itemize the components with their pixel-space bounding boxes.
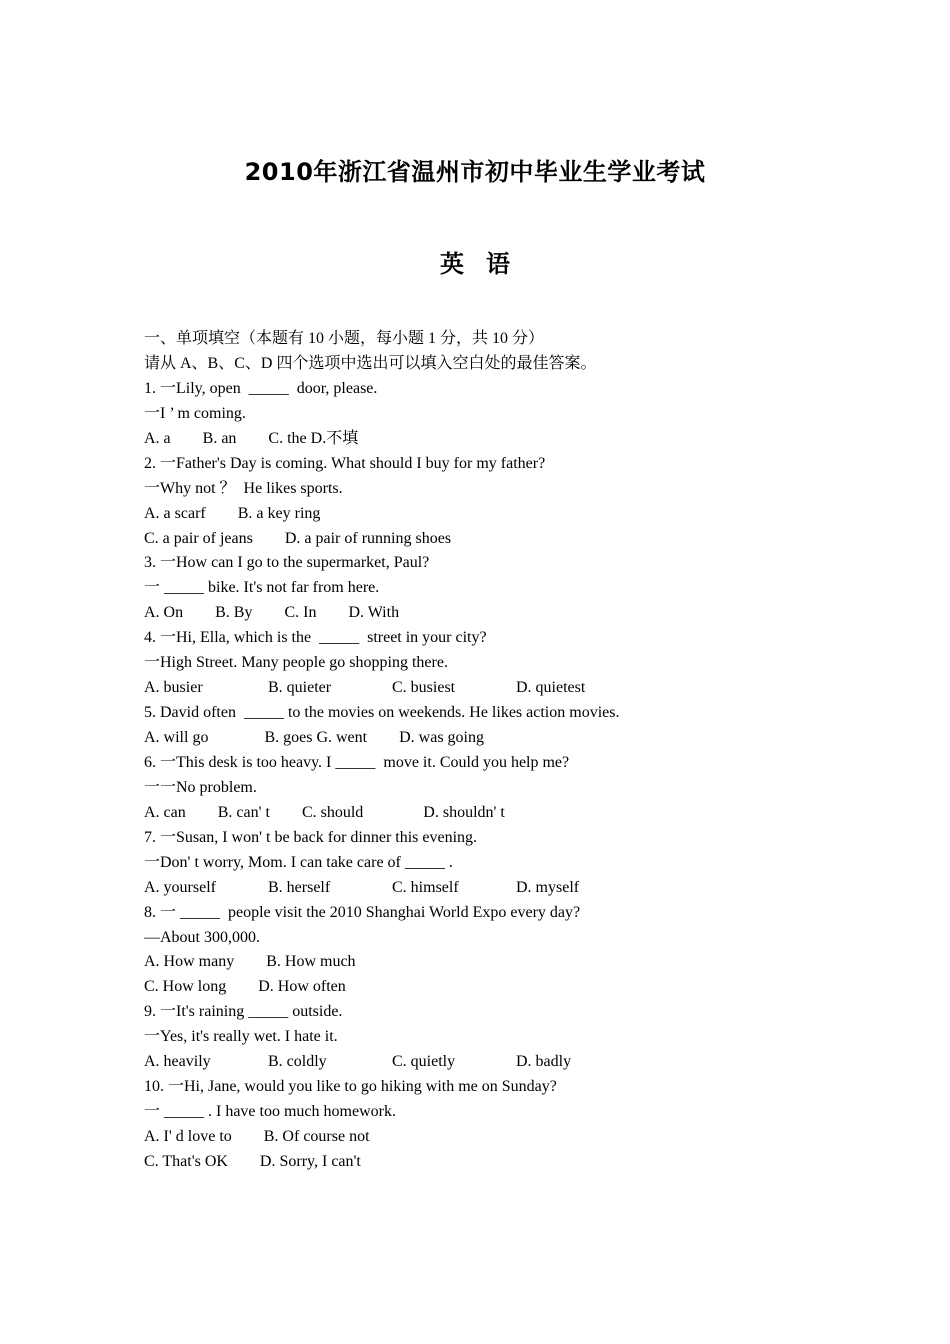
question-6-stem: 6. 一This desk is too heavy. I _____ move it. Could you help me? [144, 753, 570, 771]
question-8-reply: —About 300,000. [144, 928, 260, 946]
option-a: A. heavily [144, 1053, 211, 1071]
question-9-reply: 一Yes, it's really wet. I hate it. [144, 1028, 338, 1046]
option-d: D. quietest [516, 679, 586, 697]
question-6-options: A. can B. can' t C. should D. shouldn' t [144, 803, 505, 821]
option-c: C. quietly [392, 1053, 456, 1071]
question-section [144, 327, 844, 1175]
question-8-stem: 8. 一 _____ people visit the 2010 Shanghai World Expo every day? [144, 903, 581, 921]
option-a: A. busier [144, 679, 203, 697]
question-10-options-cd: C. That's OK D. Sorry, I can't [144, 1152, 361, 1170]
section-heading: 一、单项填空（本题有 10 小题，每小题 1 分，共 10 分） [144, 330, 545, 347]
question-3-options: A. On B. By C. In D. With [144, 604, 400, 622]
question-7-reply: 一Don' t worry, Mom. I can take care of _____ . [144, 853, 453, 871]
question-5-stem: 5. David often _____ to the movies on weekends. He likes action movies. [144, 704, 620, 722]
option-d: D. myself [516, 878, 580, 896]
question-8-options-ab: A. How many B. How much [144, 953, 356, 971]
question-4-options [144, 676, 844, 701]
question-5-options: A. will go B. goes G. went D. was going [144, 729, 484, 746]
question-2-stem: 2. 一Father's Day is coming. What should I buy for my father? [144, 454, 546, 472]
question-2-reply: 一Why not ？ He likes sports. [144, 479, 343, 497]
option-d: D. badly [516, 1053, 572, 1071]
question-2-options-cd: C. a pair of jeans D. a pair of running shoes [144, 529, 452, 547]
question-7-options [144, 876, 844, 901]
question-10-stem: 10. 一Hi, Jane, would you like to go hiking with me on Sunday? [144, 1078, 557, 1096]
question-3-stem: 3. 一How can I go to the supermarket, Paul? [144, 554, 430, 572]
question-4-reply: 一High Street. Many people go shopping there. [144, 654, 448, 672]
question-1-options: A. a B. an C. the D.不填 [144, 429, 359, 447]
option-b: B. herself [268, 878, 331, 896]
exam-title: 2010年浙江省温州市初中毕业生学业考试 [244, 158, 706, 186]
question-10-reply: 一 _____ . I have too much homework. [144, 1103, 396, 1121]
option-c: C. himself [392, 878, 459, 896]
question-7-stem: 7. 一Susan, I won' t be back for dinner this evening. [144, 828, 478, 846]
question-8-options-cd: C. How long D. How often [144, 978, 346, 996]
question-9-options [144, 1050, 844, 1075]
section-instruction: 请从 A、B、C、D 四个选项中选出可以填入空白处的最佳答案。 [144, 354, 597, 372]
option-b: B. coldly [268, 1053, 327, 1071]
question-9-stem: 9. 一It's raining _____ outside. [144, 1003, 343, 1021]
option-a: A. yourself [144, 878, 216, 896]
subject-title: 英语 [440, 250, 532, 278]
question-1-reply: 一I ’ m coming. [144, 404, 246, 422]
question-4-stem: 4. 一Hi, Ella, which is the _____ street in your city? [144, 629, 487, 647]
question-3-reply: 一 _____ bike. It's not far from here. [144, 579, 380, 597]
question-1-stem: 1. 一Lily, open _____ door, please. [144, 379, 378, 397]
question-2-options-ab: A. a scarf B. a key ring [144, 504, 321, 522]
option-c: C. busiest [392, 679, 456, 697]
option-b: B. quieter [268, 679, 332, 697]
question-6-reply: 一一No problem. [144, 778, 257, 796]
question-10-options-ab: A. I' d love to B. Of course not [144, 1128, 370, 1145]
